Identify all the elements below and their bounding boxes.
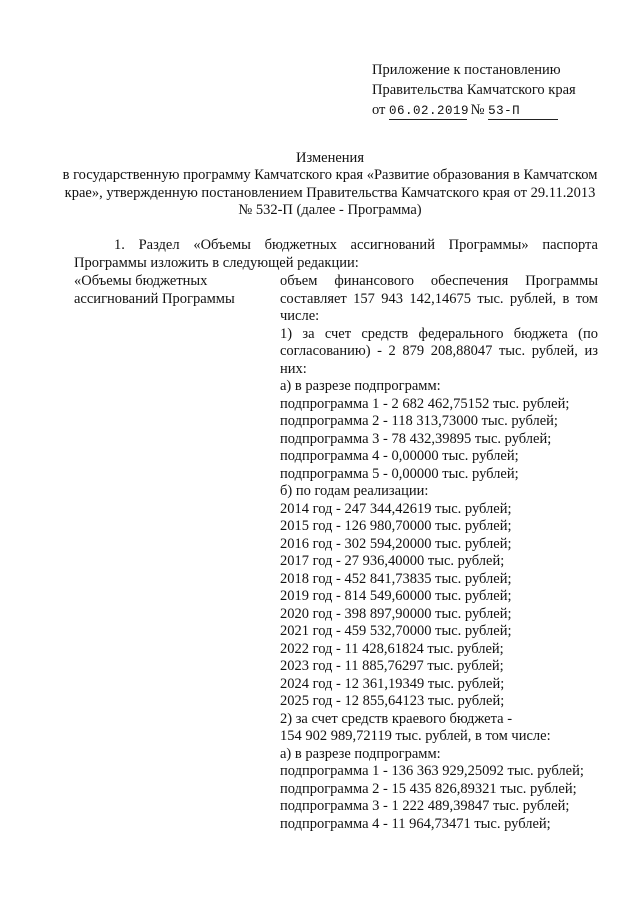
funding-line: 2) за счет средств краевого бюджета - [280,710,513,727]
decree-number: 53-П [488,104,558,120]
funding-line: подпрограмма 4 - 11 964,73471 тыс. рублей; [280,815,551,832]
decree-date: 06.02.2019 [389,104,470,118]
number-sign: № [470,102,485,118]
funding-line: 1) за счет средств федерального бюджета (по согласованию) - 2 879 208,88047 тыс. рублей, из них: [280,325,598,377]
funding-line: 2014 год - 247 344,42619 тыс. рублей; [280,500,512,517]
intro-paragraph: 1. Раздел «Объемы бюджетных ассигнований Программы» паспорта Программы изложить в следующей редакции: [74,237,598,271]
funding-line: 2019 год - 814 549,60000 тыс. рублей; [280,588,512,604]
funding-line: подпрограмма 4 - 0,00000 тыс. рублей; [280,448,519,464]
funding-line: 2020 год - 398 897,90000 тыс. рублей; [280,605,512,622]
from-label: от [372,102,386,118]
funding-line: 2025 год - 12 855,64123 тыс. рублей; [280,693,505,709]
funding-line: а) в разрезе подпрограмм: [280,378,441,394]
attachment-line-3 [372,100,622,120]
funding-details [280,273,598,833]
document-subtitle: в государственную программу Камчатского края «Развитие образования в Камчатском крае», утвержденную постановлением Правительства Камчатского края от 29.11.2013 № 532-П (далее - Программа) [62,167,598,218]
funding-line: объем финансового обеспечения Программы составляет 157 943 142,14675 тыс. рублей, в том числе: [280,273,598,324]
funding-line: 2021 год - 459 532,70000 тыс. рублей; [280,623,512,639]
attachment-line-2: Правительства Камчатского края [372,82,576,98]
funding-line: 2023 год - 11 885,76297 тыс. рублей; [280,658,504,674]
funding-line: 2018 год - 452 841,73835 тыс. рублей; [280,570,512,587]
attachment-header [372,60,622,120]
funding-line: подпрограмма 3 - 1 222 489,39847 тыс. рублей; [280,798,570,814]
funding-line: 2022 год - 11 428,61824 тыс. рублей; [280,640,504,657]
funding-line: а) в разрезе подпрограмм: [280,745,441,762]
funding-line: 2017 год - 27 936,40000 тыс. рублей; [280,553,505,569]
funding-line: 2016 год - 302 594,20000 тыс. рублей; [280,535,512,552]
funding-line: подпрограмма 3 - 78 432,39895 тыс. рублей; [280,430,552,447]
funding-line: подпрограмма 1 - 2 682 462,75152 тыс. рублей; [280,395,570,412]
document-title: Изменения [296,150,364,166]
funding-line: 154 902 989,72119 тыс. рублей, в том числе: [280,728,551,744]
funding-line: подпрограмма 2 - 118 313,73000 тыс. рублей; [280,413,558,429]
funding-line: подпрограмма 1 - 136 363 929,25092 тыс. рублей; [280,763,584,779]
funding-line: подпрограмма 5 - 0,00000 тыс. рублей; [280,465,519,482]
left-label: «Объемы бюджетных ассигнований Программы [74,273,235,307]
attachment-line-1: Приложение к постановлению [372,62,561,78]
funding-line: б) по годам реализации: [280,483,429,499]
funding-line: 2015 год - 126 980,70000 тыс. рублей; [280,518,512,534]
funding-line: подпрограмма 2 - 15 435 826,89321 тыс. рублей; [280,780,577,797]
funding-line: 2024 год - 12 361,19349 тыс. рублей; [280,675,505,692]
